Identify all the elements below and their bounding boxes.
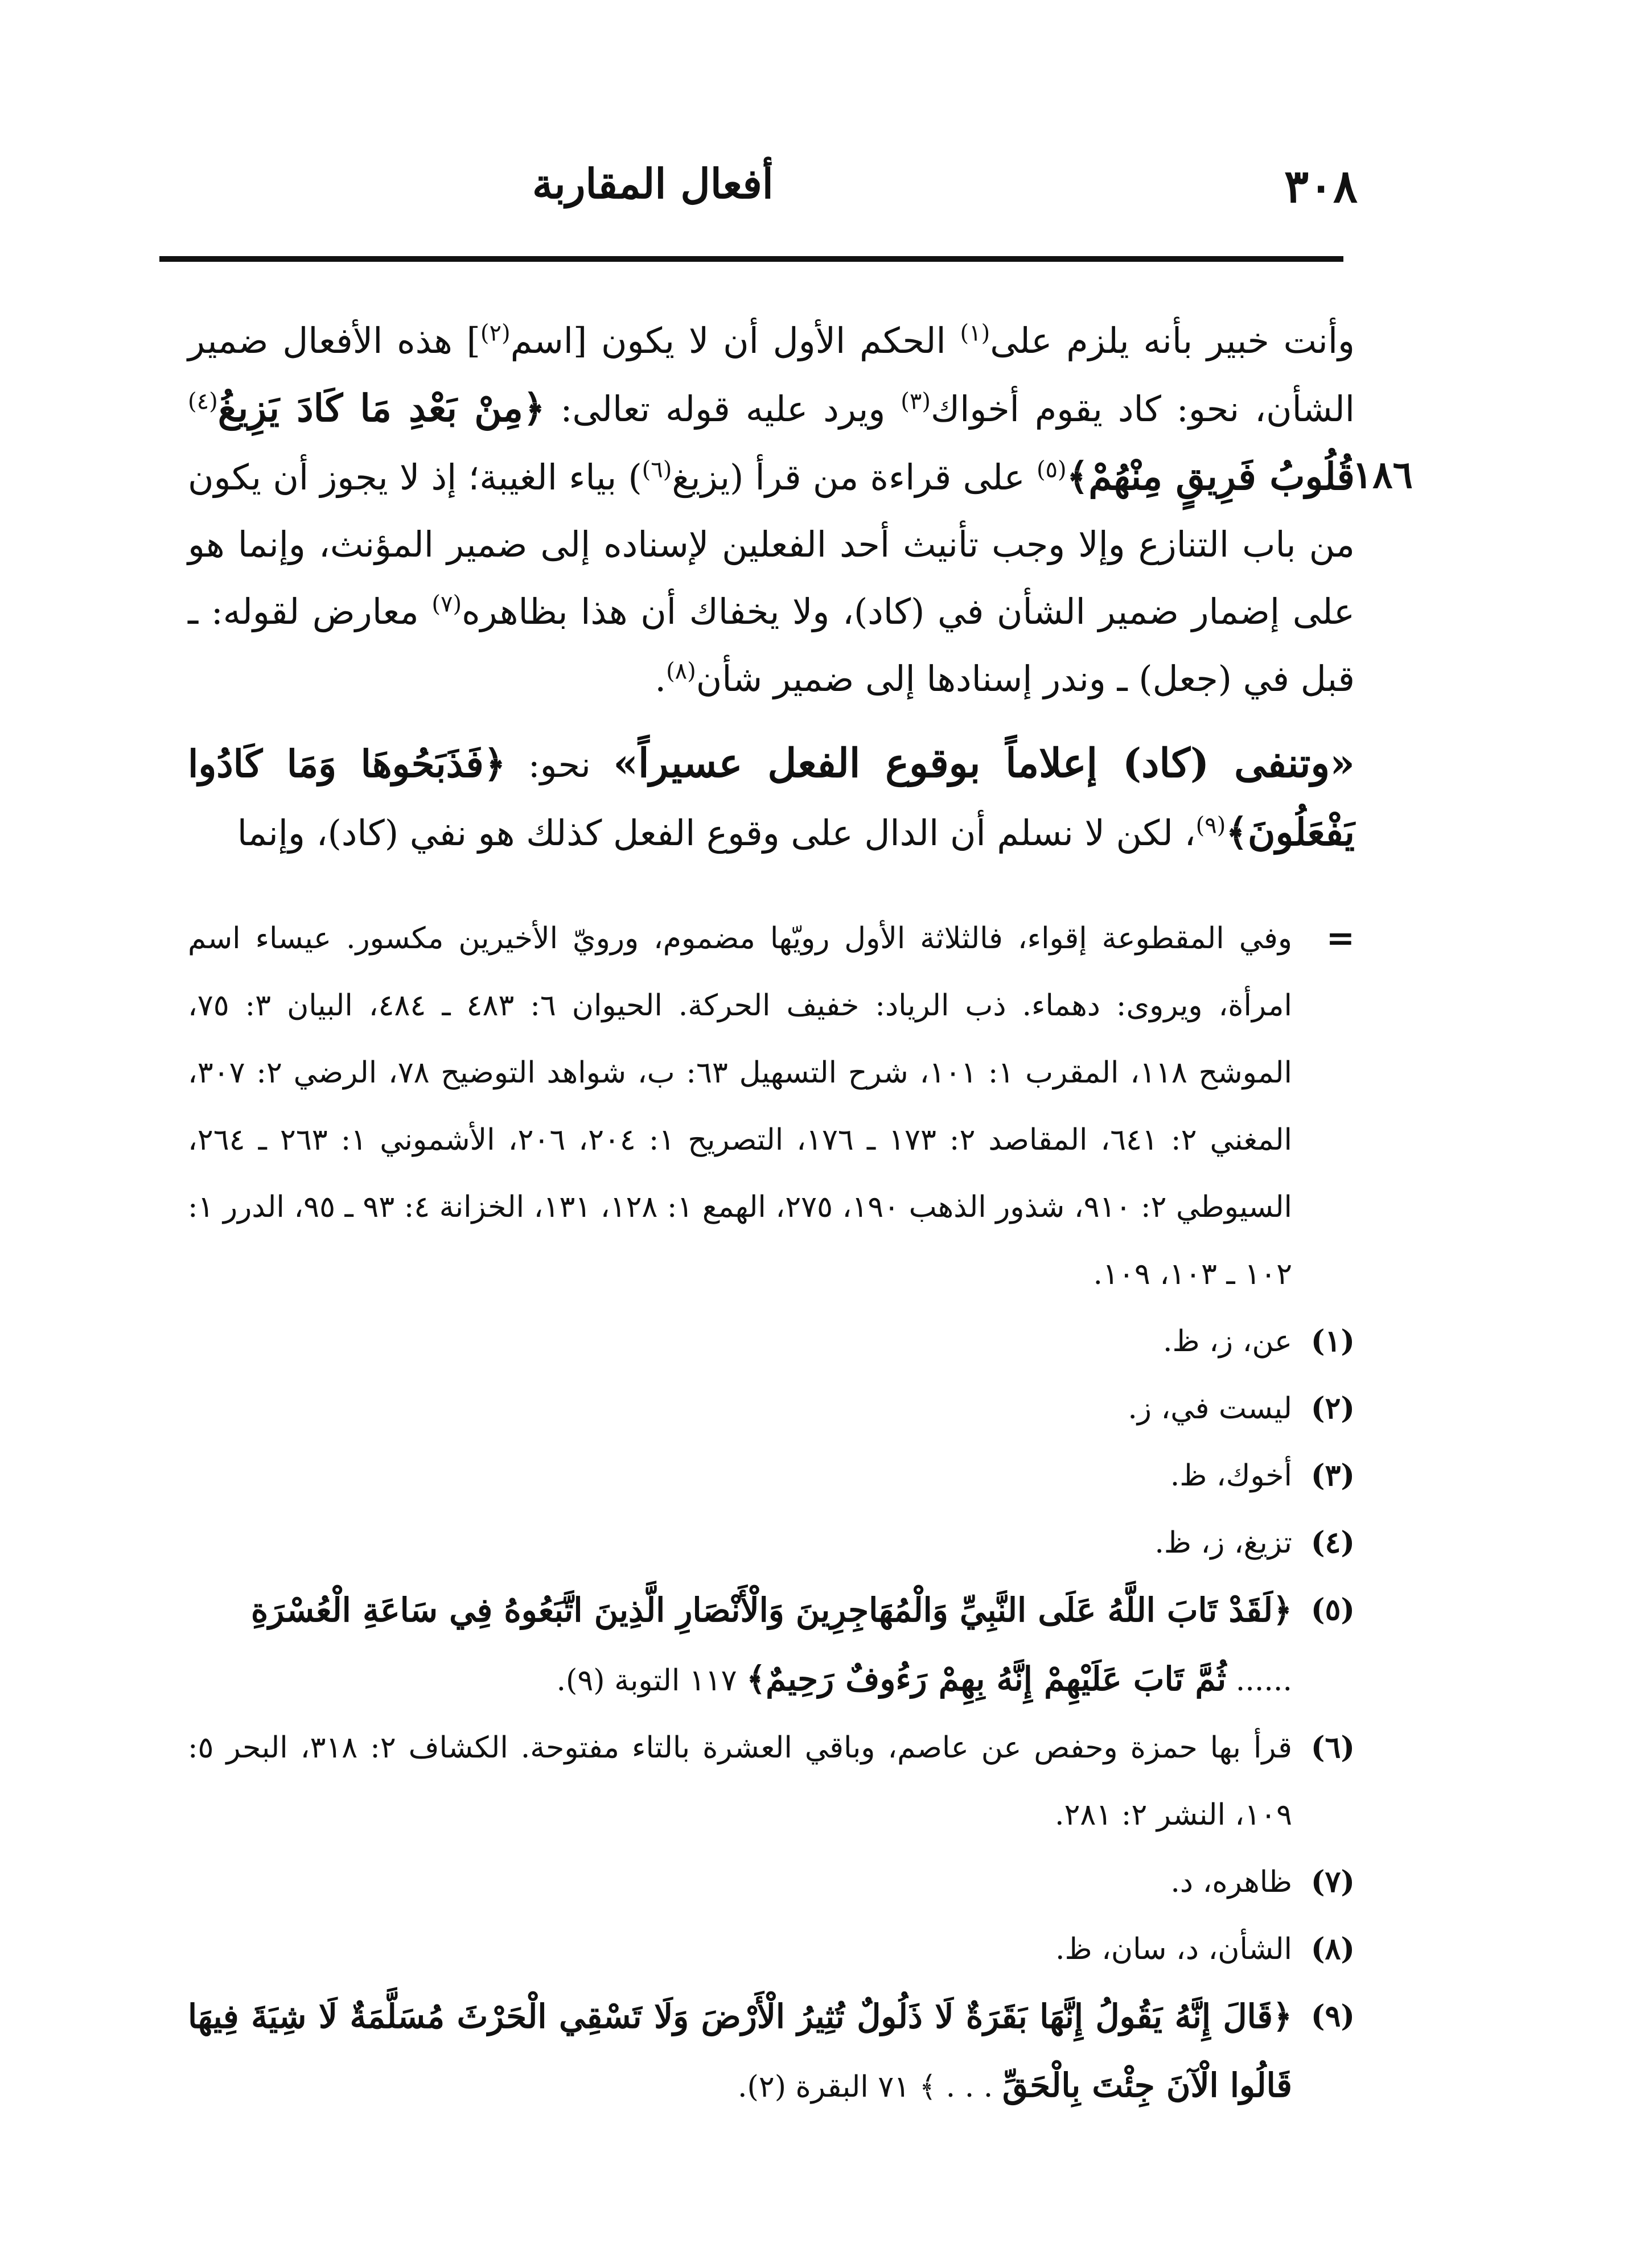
footnote-8 — [188, 1916, 1355, 1983]
text-run: ) بياء الغيبة؛ إذ لا يجوز أن يكون من باب التنازع وإلا وجب تأنيث أحد الفعلين لإسناده إلى ضمير المؤنث، وإنما هو على إضمار ضمير الشأن في (كاد)، ولا يخفاك أن هذا بظاهره — [188, 456, 1355, 632]
text-run: وأنت خبير بأنه يلزم على — [990, 320, 1355, 361]
footnote-ref: (٥) — [1036, 456, 1067, 483]
footnote-number: (٣) — [1310, 1458, 1355, 1493]
quran-verse: ﴿قَالَ إِنَّهُ يَقُولُ إِنَّهَا بَقَرَةٌ لَا ذَلُولٌ تُثِيرُ الْأَرْضَ وَلَا تَسْقِي الْحَرْثَ مُسَلَّمَةٌ لَا شِيَةَ فِيهَا قَالُوا الْآنَ جِئْتَ بِالْحَقِّ — [188, 1997, 1292, 2105]
ellipsis: . . . — [936, 2070, 1002, 2104]
margin-page-reference: ١٨٦ — [1352, 452, 1413, 497]
ellipsis: ...... — [1226, 1664, 1292, 1698]
quran-verse: قُلُوبُ فَرِيقٍ مِنْهُمْ﴾ — [1066, 454, 1355, 499]
footnote-ref: (١) — [960, 320, 990, 347]
footnote-ref: (٩) — [1195, 812, 1226, 839]
footnote-ref: (٣) — [901, 388, 931, 415]
text-run: نحو: — [505, 744, 614, 785]
text-run: ] هذه الأفعال ضمير الشأن، نحو: كاد يقوم أخواك — [188, 320, 1355, 430]
continued-footnote — [188, 905, 1355, 1308]
page-number: ٣٠٨ — [1284, 159, 1358, 213]
footnote-text: أخوك، ظ. — [1170, 1459, 1292, 1493]
text-run: على قراءة من قرأ (يزيغ — [672, 456, 1037, 498]
quran-verse: ﴿فَذَبَحُوهَا وَمَا كَادُوا يَفْعَلُونَ﴾ — [188, 742, 1355, 854]
footnotes — [188, 905, 1355, 2121]
text-run: معارض لقوله: ـ قبل في (جعل) ـ وندر إسنادها إلى ضمير شأن — [188, 591, 1355, 699]
paragraph-2 — [188, 730, 1355, 867]
footnote-ref: (٢) — [480, 320, 511, 347]
main-text — [188, 307, 1355, 867]
footnote-ref: (٨) — [666, 658, 696, 685]
footnote-number: (٦) — [1310, 1730, 1355, 1765]
paragraph-1 — [188, 307, 1355, 713]
chapter-title: أفعال المقاربة — [532, 159, 774, 208]
footnote-number: (٥) — [1310, 1592, 1355, 1627]
footnote-ref: (٤) — [188, 388, 218, 415]
footnote-1 — [188, 1308, 1355, 1375]
footnote-4 — [188, 1509, 1355, 1577]
footnote-ref: (٦) — [642, 456, 672, 483]
header-rule — [159, 256, 1343, 262]
footnote-number: (٨) — [1310, 1932, 1355, 1966]
footnote-ref: (٧) — [431, 591, 462, 618]
quran-verse: ﴿لَقَدْ تَابَ اللَّهُ عَلَى النَّبِيِّ وَالْمُهَاجِرِينَ وَالْأَنْصَارِ الَّذِينَ اتَّبَعُوهُ فِي سَاعَةِ الْعُسْرَةِ — [250, 1591, 1292, 1629]
footnote-text: تزيغ، ز، ظ. — [1154, 1526, 1292, 1560]
footnote-number: (٤) — [1310, 1525, 1355, 1560]
footnote-7 — [188, 1849, 1355, 1916]
footnote-text: قرأ بها حمزة وحفص عن عاصم، وباقي العشرة بالتاء مفتوحة. الكشاف ٢: ٣١٨، البحر ٥: ١٠٩، النشر ٢: ٢٨١. — [188, 1731, 1292, 1832]
verse-reference: ١١٧ التوبة (٩). — [556, 1664, 747, 1698]
footnote-5 — [188, 1577, 1355, 1714]
continuation-mark: = — [1326, 919, 1355, 958]
text-run: . — [655, 658, 667, 699]
text-run: الحكم الأول أن لا يكون [اسم — [510, 320, 960, 361]
footnote-number: (١) — [1310, 1324, 1355, 1359]
footnote-3 — [188, 1442, 1355, 1509]
footnote-text: عن، ز، ظ. — [1163, 1324, 1292, 1359]
footnote-text: ليست في، ز. — [1128, 1392, 1292, 1426]
quran-verse: ﴿مِنْ بَعْدِ مَا كَادَ يَزِيغُ — [217, 386, 545, 430]
verse-reference: ﴾ ٧١ البقرة (٢). — [737, 2070, 937, 2104]
text-run: ويرد عليه قوله تعالى: — [545, 388, 901, 430]
matn-quote: «وتنفى (كاد) إعلاماً بوقوع الفعل عسيراً» — [613, 739, 1355, 787]
footnote-number: (٢) — [1310, 1391, 1355, 1426]
page-header — [191, 148, 1358, 233]
footnote-text: ظاهره، د. — [1170, 1865, 1292, 1899]
footnote-2 — [188, 1375, 1355, 1442]
continued-footnote-text: وفي المقطوعة إقواء، فالثلاثة الأول رويّها مضموم، ورويّ الأخيرين مكسور. عيساء اسم امرأة، ويروى: دهماء. ذب الرياد: خفيف الحركة. الحيوان ٦: ٤٨٣ ـ ٤٨٤، البيان ٣: ٧٥، الموشح ١١٨، المقرب ١: ١٠١، شرح التسهيل ٦٣: ب، شواهد التوضيح ٧٨، الرضي ٢: ٣٠٧، المغني ٢: ٦٤١، المقاصد ٢: ١٧٣ ـ ١٧٦، التصريح ١: ٢٠٤، ٢٠٦، الأشموني ١: ٢٦٣ ـ ٢٦٤، السيوطي ٢: ٩١٠، شذور الذهب ١٩٠، ٢٧٥، الهمع ١: ١٢٨، ١٣١، الخزانة ٤: ٩٣ ـ ٩٥، الدرر ١: ١٠٢ ـ ١٠٣، ١٠٩. — [188, 921, 1293, 1291]
footnote-6 — [188, 1714, 1355, 1849]
footnote-number: (٧) — [1310, 1864, 1355, 1899]
footnote-text: الشأن، د، سان، ظ. — [1055, 1932, 1292, 1966]
quran-verse: ثُمَّ تَابَ عَلَيْهِمْ إِنَّهُ بِهِمْ رَءُوفٌ رَحِيمٌ﴾ — [746, 1660, 1227, 1698]
footnote-number: (٩) — [1310, 1999, 1355, 2034]
footnote-9 — [188, 1983, 1355, 2121]
text-run: ، لكن لا نسلم أن الدال على وقوع الفعل كذلك هو نفي (كاد)، وإنما — [237, 812, 1196, 854]
